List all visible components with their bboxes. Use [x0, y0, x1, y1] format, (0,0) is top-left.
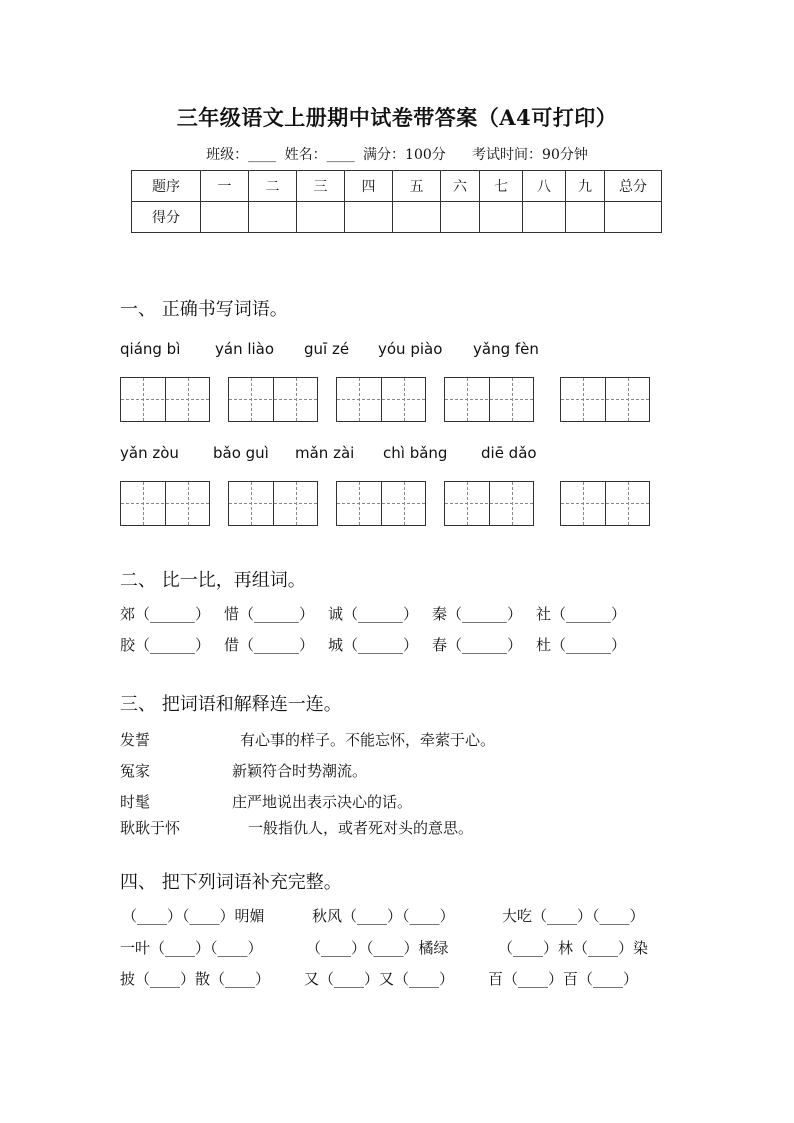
name-label: 姓名：____ [284, 147, 355, 163]
exam-info [0, 144, 794, 164]
exam-time: 考试时间：90分钟 [472, 147, 588, 163]
compare-item[interactable]: 秦（______） [432, 605, 523, 623]
compare-item[interactable]: 社（______） [536, 605, 627, 623]
writing-grid[interactable] [560, 377, 650, 422]
idiom-item[interactable]: （____）（____）明媚 [122, 907, 265, 925]
score-header-cell: 七 [480, 171, 523, 202]
idiom-item[interactable]: （____）（____）橘绿 [306, 939, 449, 957]
writing-grid[interactable] [444, 481, 534, 526]
match-word[interactable]: 时髦 [120, 793, 151, 811]
pinyin-item: yǎn zòu [120, 444, 179, 462]
score-header-cell: 六 [441, 171, 480, 202]
pinyin-item: yóu piào [378, 340, 443, 358]
writing-grid[interactable] [228, 481, 318, 526]
score-header-cell: 三 [297, 171, 345, 202]
writing-grid[interactable] [560, 481, 650, 526]
section-2-title: 二、 比一比，再组词。 [120, 570, 306, 591]
score-cell[interactable] [345, 202, 393, 233]
page-title: 三年级语文上册期中试卷带答案（A4可打印） [176, 105, 618, 130]
match-definition[interactable]: 有心事的样子。不能忘怀，牵萦于心。 [240, 731, 496, 749]
writing-grid[interactable] [228, 377, 318, 422]
pinyin-item: yǎng fèn [473, 340, 539, 358]
idiom-item[interactable]: （____）林（____）染 [498, 939, 649, 957]
score-cell[interactable] [523, 202, 566, 233]
score-header-cell: 总分 [605, 171, 662, 202]
idiom-item[interactable]: 披（____）散（____） [120, 970, 271, 988]
idiom-item[interactable]: 大吃（____）（____） [502, 907, 645, 925]
score-header-cell: 九 [566, 171, 605, 202]
match-definition[interactable]: 一般指仇人，或者死对头的意思。 [248, 819, 474, 837]
pinyin-item: diē dǎo [481, 444, 537, 462]
pinyin-item: bǎo guì [213, 444, 269, 462]
match-definition[interactable]: 新颖符合时势潮流。 [232, 762, 368, 780]
section-1-title: 一、 正确书写词语。 [120, 299, 288, 320]
compare-item[interactable]: 胶（______） [120, 636, 211, 654]
score-header-cell: 四 [345, 171, 393, 202]
match-word[interactable]: 冤家 [120, 762, 151, 780]
writing-grid[interactable] [120, 481, 210, 526]
score-header-cell: 八 [523, 171, 566, 202]
compare-item[interactable]: 诚（______） [328, 605, 419, 623]
section-4-title: 四、 把下列词语补充完整。 [120, 872, 342, 893]
pinyin-item: yán liào [215, 340, 275, 358]
writing-grid[interactable] [336, 481, 426, 526]
compare-item[interactable]: 城（______） [328, 636, 419, 654]
pinyin-item: mǎn zài [295, 444, 355, 462]
score-table [131, 170, 662, 233]
score-header-cell: 五 [393, 171, 441, 202]
score-cell[interactable] [441, 202, 480, 233]
score-cell[interactable] [480, 202, 523, 233]
score-cell[interactable] [249, 202, 297, 233]
score-header-cell: 一 [201, 171, 249, 202]
class-label: 班级：____ [206, 147, 277, 163]
idiom-item[interactable]: 百（____）百（____） [488, 970, 639, 988]
score-cell[interactable] [201, 202, 249, 233]
score-cell[interactable] [566, 202, 605, 233]
score-header-cell: 题序 [132, 171, 201, 202]
idiom-item[interactable]: 秋风（____）（____） [312, 907, 455, 925]
score-cell[interactable] [393, 202, 441, 233]
score-table-header-row [132, 171, 662, 202]
compare-item[interactable]: 借（______） [224, 636, 315, 654]
full-score: 满分：100分 [363, 147, 446, 163]
compare-item[interactable]: 惜（______） [224, 605, 315, 623]
writing-grid[interactable] [120, 377, 210, 422]
match-definition[interactable]: 庄严地说出表示决心的话。 [232, 793, 413, 811]
compare-item[interactable]: 郊（______） [120, 605, 211, 623]
pinyin-item: chì bǎng [383, 444, 448, 462]
writing-grid[interactable] [336, 377, 426, 422]
match-word[interactable]: 发誓 [120, 731, 151, 749]
idiom-item[interactable]: 又（____）又（____） [304, 970, 455, 988]
writing-grid[interactable] [444, 377, 534, 422]
compare-item[interactable]: 春（______） [432, 636, 523, 654]
score-table-score-row [132, 202, 662, 233]
idiom-item[interactable]: 一叶（____）（____） [120, 939, 263, 957]
section-3-title: 三、 把词语和解释连一连。 [120, 694, 342, 715]
score-header-cell: 二 [249, 171, 297, 202]
pinyin-item: guī zé [304, 340, 350, 358]
score-cell[interactable] [297, 202, 345, 233]
pinyin-item: qiáng bì [120, 340, 181, 358]
match-word[interactable]: 耿耿于怀 [120, 819, 181, 837]
compare-item[interactable]: 杜（______） [536, 636, 627, 654]
score-row-label: 得分 [132, 202, 201, 233]
score-cell[interactable] [605, 202, 662, 233]
